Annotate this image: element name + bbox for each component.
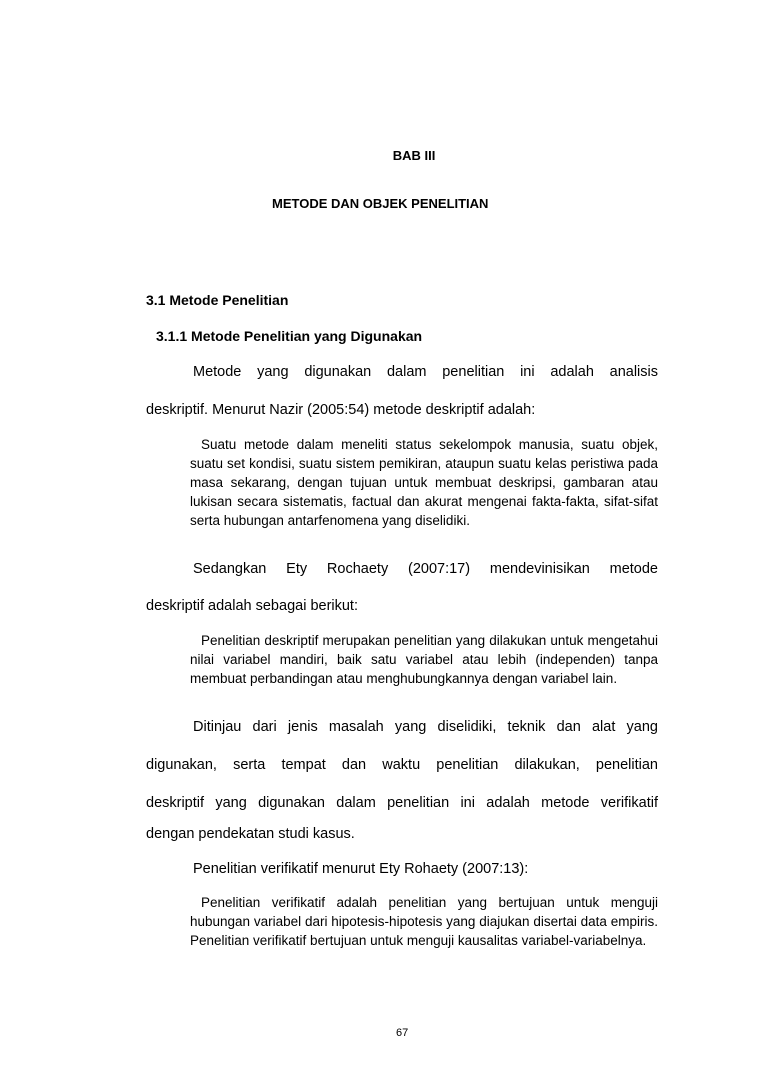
chapter-title: METODE DAN OBJEK PENELITIAN <box>272 196 489 211</box>
para3-line3: deskriptif yang digunakan dalam penelitian ini adalah metode verifikatif <box>146 795 658 811</box>
para4-line1: Penelitian verifikatif menurut Ety Rohaety (2007:13): <box>193 861 529 877</box>
para1-line1: Metode yang digunakan dalam penelitian ini adalah analisis <box>193 364 658 380</box>
para3-line2: digunakan, serta tempat dan waktu penelitian dilakukan, penelitian <box>146 757 658 773</box>
block-quote-rochaety: Penelitian deskriptif merupakan penelitian yang dilakukan untuk mengetahui nilai variabel mandiri, baik satu variabel atau lebih (independen) tanpa membuat perbandingan atau menghubungkannya dengan variabel lain. <box>190 633 658 686</box>
subsection-heading: 3.1.1 Metode Penelitian yang Digunakan <box>156 328 423 344</box>
chapter-label: BAB III <box>392 148 436 163</box>
para3-line4: dengan pendekatan studi kasus. <box>146 826 355 842</box>
para2-line2: deskriptif adalah sebagai berikut: <box>146 598 358 614</box>
para2-line1: Sedangkan Ety Rochaety (2007:17) mendevinisikan metode <box>193 561 658 577</box>
block-quote-rohaety: Penelitian verifikatif adalah penelitian yang bertujuan untuk menguji hubungan variabel dari hipotesis-hipotesis yang diajukan disertai data empiris. Penelitian verifikatif bertujuan untuk menguji kausalitas variabel-variabelnya. <box>190 895 658 948</box>
para3-line1: Ditinjau dari jenis masalah yang diselidiki, teknik dan alat yang <box>193 719 658 735</box>
para1-line2: deskriptif. Menurut Nazir (2005:54) metode deskriptif adalah: <box>146 402 536 418</box>
section-heading: 3.1 Metode Penelitian <box>146 292 289 308</box>
block-quote-nazir: Suatu metode dalam meneliti status sekelompok manusia, suatu objek, suatu set kondisi, suatu sistem pemikiran, ataupun suatu kelas peristiwa pada masa sekarang, dengan tujuan untuk membuat deskripsi, gambaran atau lukisan secara sistematis, factual dan akurat mengenai fakta-fakta, sifat-sifat serta hubungan antarfenomena yang diselidiki. <box>190 437 658 528</box>
page-number: 67 <box>396 1027 409 1039</box>
